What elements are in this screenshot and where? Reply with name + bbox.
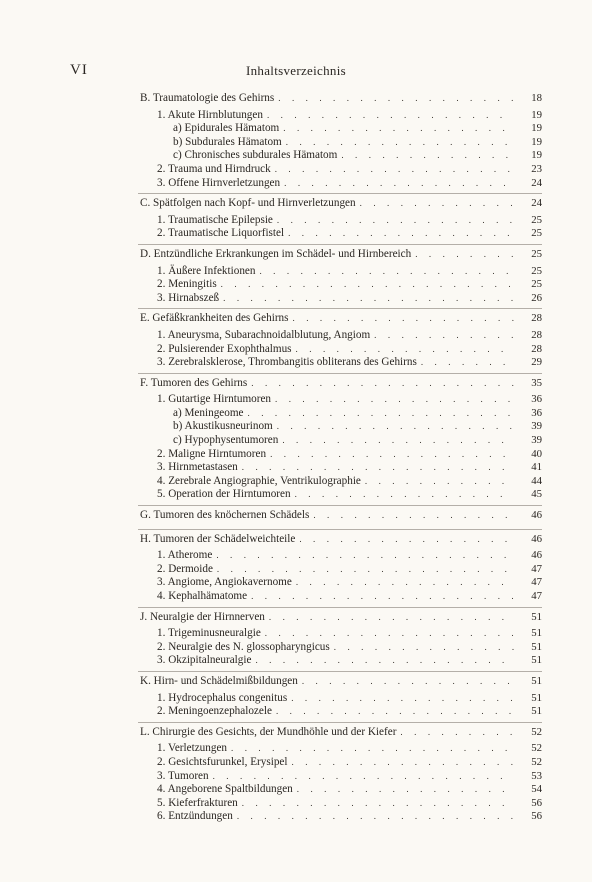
dot-leader bbox=[313, 509, 514, 523]
toc-subentry bbox=[157, 163, 542, 177]
toc-section bbox=[0, 197, 592, 241]
dot-leader bbox=[288, 227, 514, 241]
dot-leader bbox=[296, 576, 514, 590]
entry-page-number: 40 bbox=[531, 447, 542, 460]
entry-page-number: 35 bbox=[531, 376, 542, 389]
entry-title: 3. Offene Hirnverletzungen bbox=[157, 176, 281, 189]
section-divider bbox=[138, 308, 542, 309]
toc-subentry bbox=[157, 461, 542, 475]
dot-leader bbox=[276, 705, 514, 719]
entry-title: 3. Okzipitalneuralgie bbox=[157, 654, 252, 667]
entry-title: a) Epidurales Hämatom bbox=[173, 122, 280, 135]
dot-leader bbox=[242, 461, 514, 475]
dot-leader bbox=[221, 278, 514, 292]
toc-subentry bbox=[157, 549, 542, 563]
entry-page-number: 24 bbox=[531, 197, 542, 210]
toc-subentry bbox=[157, 641, 542, 655]
entry-page-number: 19 bbox=[531, 135, 542, 148]
entry-page-number: 25 bbox=[531, 213, 542, 226]
dot-leader bbox=[269, 611, 514, 625]
dot-leader bbox=[341, 149, 514, 163]
entry-title: C. Spätfolgen nach Kopf- und Hirnverletzungen bbox=[140, 197, 356, 210]
entry-page-number: 26 bbox=[531, 291, 542, 304]
entry-page-number: 36 bbox=[531, 406, 542, 419]
toc-subentry bbox=[157, 590, 542, 604]
entry-page-number: 19 bbox=[531, 149, 542, 162]
entry-page-number: 52 bbox=[531, 755, 542, 768]
section-divider bbox=[138, 193, 542, 194]
entry-title: 5. Kieferfrakturen bbox=[157, 796, 238, 809]
entry-title: D. Entzündliche Erkrankungen im Schädel- und Hirnbereich bbox=[140, 247, 412, 260]
dot-leader bbox=[278, 92, 514, 106]
toc-subentry bbox=[157, 810, 542, 824]
entry-page-number: 25 bbox=[531, 278, 542, 291]
entry-page-number: 41 bbox=[531, 461, 542, 474]
toc-subentry bbox=[157, 227, 542, 241]
toc-chapter bbox=[140, 726, 542, 740]
dot-leader bbox=[360, 197, 514, 211]
page-header bbox=[0, 62, 592, 82]
entry-page-number: 28 bbox=[531, 342, 542, 355]
page-title: Inhaltsverzeichnis bbox=[246, 63, 346, 78]
entry-title: 2. Meningitis bbox=[157, 278, 217, 291]
entry-page-number: 47 bbox=[531, 576, 542, 589]
entry-title: 1. Akute Hirnblutungen bbox=[157, 108, 263, 121]
entry-page-number: 18 bbox=[531, 92, 542, 104]
dot-leader bbox=[295, 488, 514, 502]
entry-title: 2. Neuralgie des N. glossopharyngicus bbox=[157, 640, 330, 653]
dot-leader bbox=[248, 407, 514, 421]
entry-page-number: 19 bbox=[531, 108, 542, 121]
entry-title: 2. Meningoenzephalozele bbox=[157, 705, 272, 718]
dot-leader bbox=[231, 742, 514, 756]
section-divider bbox=[138, 244, 542, 245]
entry-title: c) Hypophysentumoren bbox=[173, 434, 279, 447]
toc-subentry bbox=[157, 756, 542, 770]
toc-chapter bbox=[140, 675, 542, 689]
entry-title: 3. Hirnmetastasen bbox=[157, 461, 238, 474]
entry-title: 4. Zerebrale Angiographie, Ventrikulographie bbox=[157, 474, 361, 487]
entry-page-number: 39 bbox=[531, 434, 542, 447]
toc-chapter bbox=[140, 92, 542, 106]
toc-subentry bbox=[157, 627, 542, 641]
entry-page-number: 52 bbox=[531, 742, 542, 755]
toc-subentry bbox=[157, 448, 542, 462]
toc-chapter bbox=[140, 197, 542, 211]
dot-leader bbox=[286, 136, 514, 150]
entry-page-number: 47 bbox=[531, 562, 542, 575]
toc-subsubentry bbox=[173, 122, 542, 136]
section-divider bbox=[138, 529, 542, 530]
toc-chapter bbox=[140, 611, 542, 625]
entry-title: J. Neuralgie der Hirnnerven bbox=[140, 610, 265, 623]
toc-subentry bbox=[157, 475, 542, 489]
dot-leader bbox=[217, 563, 514, 577]
toc-subentry bbox=[157, 563, 542, 577]
entry-title: F. Tumoren des Gehirns bbox=[140, 376, 248, 389]
entry-title: 2. Gesichtsfurunkel, Erysipel bbox=[157, 755, 288, 768]
entry-page-number: 25 bbox=[531, 247, 542, 260]
toc-subentry bbox=[157, 576, 542, 590]
entry-page-number: 51 bbox=[531, 691, 542, 704]
dot-leader bbox=[259, 265, 514, 279]
dot-leader bbox=[251, 377, 514, 391]
toc-subentry bbox=[157, 705, 542, 719]
dot-leader bbox=[421, 356, 514, 370]
dot-leader bbox=[277, 420, 514, 434]
dot-leader bbox=[334, 641, 514, 655]
toc-section bbox=[0, 377, 592, 502]
toc-subentry bbox=[157, 742, 542, 756]
toc-subsubentry bbox=[173, 136, 542, 150]
dot-leader bbox=[270, 448, 514, 462]
entry-title: 2. Trauma und Hirndruck bbox=[157, 162, 271, 175]
dot-leader bbox=[216, 549, 514, 563]
toc-subentry bbox=[157, 393, 542, 407]
entry-page-number: 23 bbox=[531, 162, 542, 175]
entry-page-number: 44 bbox=[531, 474, 542, 487]
dot-leader bbox=[365, 475, 514, 489]
toc-section bbox=[0, 611, 592, 668]
dot-leader bbox=[296, 343, 514, 357]
toc-subsubentry bbox=[173, 407, 542, 421]
toc-subentry bbox=[157, 265, 542, 279]
section-divider bbox=[138, 671, 542, 672]
entry-title: 1. Aneurysma, Subarachnoidalblutung, Angiom bbox=[157, 328, 371, 341]
dot-leader bbox=[415, 248, 514, 262]
toc-subentry bbox=[157, 783, 542, 797]
toc-chapter bbox=[140, 509, 542, 523]
dot-leader bbox=[213, 770, 514, 784]
dot-leader bbox=[292, 756, 515, 770]
entry-title: 3. Zerebralsklerose, Thrombangitis obliterans des Gehirns bbox=[157, 356, 417, 369]
dot-leader bbox=[237, 810, 514, 824]
entry-page-number: 45 bbox=[531, 488, 542, 501]
entry-page-number: 51 bbox=[531, 654, 542, 667]
entry-page-number: 54 bbox=[531, 783, 542, 796]
entry-title: 2. Dermoide bbox=[157, 562, 213, 575]
entry-page-number: 47 bbox=[531, 590, 542, 602]
dot-leader bbox=[400, 726, 514, 740]
toc-section bbox=[0, 726, 592, 824]
toc-subsubentry bbox=[173, 149, 542, 163]
toc-chapter bbox=[140, 312, 542, 326]
dot-leader bbox=[265, 627, 514, 641]
toc-subsubentry bbox=[173, 420, 542, 434]
dot-leader bbox=[251, 590, 514, 604]
toc-subentry bbox=[157, 797, 542, 811]
entry-title: 4. Kephalhämatome bbox=[157, 590, 248, 602]
entry-title: 3. Hirnabszeß bbox=[157, 291, 220, 304]
toc-section bbox=[0, 92, 592, 190]
entry-title: 1. Gutartige Hirntumoren bbox=[157, 393, 272, 406]
entry-title: 4. Angeborene Spaltbildungen bbox=[157, 783, 293, 796]
entry-title: 1. Traumatische Epilepsie bbox=[157, 213, 273, 226]
entry-page-number: 56 bbox=[531, 810, 542, 823]
toc-subentry bbox=[157, 654, 542, 668]
toc-section bbox=[0, 509, 592, 526]
entry-page-number: 28 bbox=[531, 328, 542, 341]
toc-subsubentry bbox=[173, 434, 542, 448]
dot-leader bbox=[284, 177, 514, 191]
toc-subentry bbox=[157, 214, 542, 228]
entry-title: 6. Entzündungen bbox=[157, 810, 233, 823]
entry-title: 1. Hydrocephalus congenitus bbox=[157, 691, 288, 704]
dot-leader bbox=[242, 797, 514, 811]
toc-section bbox=[0, 248, 592, 305]
toc-section bbox=[0, 312, 592, 369]
entry-page-number: 25 bbox=[531, 264, 542, 277]
toc-chapter bbox=[140, 248, 542, 262]
entry-title: H. Tumoren der Schädelweichteile bbox=[140, 532, 296, 545]
toc-chapter bbox=[140, 533, 542, 547]
entry-page-number: 56 bbox=[531, 796, 542, 809]
entry-page-number: 52 bbox=[531, 725, 542, 738]
toc-chapter bbox=[140, 377, 542, 391]
entry-title: 1. Äußere Infektionen bbox=[157, 264, 256, 277]
toc-subentry bbox=[157, 692, 542, 706]
entry-page-number: 25 bbox=[531, 227, 542, 240]
entry-title: G. Tumoren des knöchernen Schädels bbox=[140, 509, 310, 522]
entry-title: 2. Pulsierender Exophthalmus bbox=[157, 342, 292, 355]
entry-page-number: 51 bbox=[531, 640, 542, 653]
entry-title: 1. Atherome bbox=[157, 549, 213, 562]
section-divider bbox=[138, 722, 542, 723]
entry-title: b) Akustikusneurinom bbox=[173, 420, 273, 433]
entry-title: K. Hirn- und Schädelmißbildungen bbox=[140, 674, 298, 687]
dot-leader bbox=[283, 122, 514, 136]
entry-page-number: 53 bbox=[531, 769, 542, 782]
dot-leader bbox=[277, 214, 514, 228]
dot-leader bbox=[223, 292, 514, 306]
entry-title: 1. Trigeminusneuralgie bbox=[157, 627, 261, 640]
dot-leader bbox=[267, 109, 514, 123]
dot-leader bbox=[299, 533, 514, 547]
entry-title: c) Chronisches subdurales Hämatom bbox=[173, 149, 338, 162]
toc-section bbox=[0, 675, 592, 719]
table-of-contents bbox=[0, 92, 592, 824]
entry-title: B. Traumatologie des Gehirns bbox=[140, 92, 275, 104]
entry-page-number: 19 bbox=[531, 122, 542, 135]
toc-subentry bbox=[157, 488, 542, 502]
dot-leader bbox=[255, 654, 514, 668]
entry-page-number: 46 bbox=[531, 549, 542, 562]
toc-subentry bbox=[157, 177, 542, 191]
entry-page-number: 51 bbox=[531, 610, 542, 623]
toc-subentry bbox=[157, 278, 542, 292]
entry-title: b) Subdurales Hämatom bbox=[173, 135, 282, 148]
dot-leader bbox=[291, 692, 514, 706]
entry-page-number: 29 bbox=[531, 356, 542, 369]
dot-leader bbox=[297, 783, 514, 797]
entry-title: 2. Maligne Hirntumoren bbox=[157, 447, 267, 460]
entry-page-number: 46 bbox=[531, 532, 542, 545]
entry-title: L. Chirurgie des Gesichts, der Mundhöhle und der Kiefer bbox=[140, 725, 397, 738]
dot-leader bbox=[293, 312, 515, 326]
toc-subentry bbox=[157, 109, 542, 123]
dot-leader bbox=[374, 329, 514, 343]
dot-leader bbox=[275, 393, 514, 407]
entry-page-number: 51 bbox=[531, 627, 542, 640]
entry-page-number: 36 bbox=[531, 393, 542, 406]
section-divider bbox=[138, 505, 542, 506]
toc-subentry bbox=[157, 292, 542, 306]
entry-title: 2. Traumatische Liquorfistel bbox=[157, 227, 285, 240]
toc-subentry bbox=[157, 356, 542, 370]
dot-leader bbox=[282, 434, 514, 448]
page-number: VI bbox=[70, 62, 88, 78]
entry-title: a) Meningeome bbox=[173, 406, 244, 419]
entry-title: 3. Tumoren bbox=[157, 769, 209, 782]
entry-page-number: 39 bbox=[531, 420, 542, 433]
entry-page-number: 51 bbox=[531, 674, 542, 687]
entry-title: E. Gefäßkrankheiten des Gehirns bbox=[140, 312, 289, 325]
entry-page-number: 24 bbox=[531, 176, 542, 189]
dot-leader bbox=[275, 163, 514, 177]
entry-page-number: 51 bbox=[531, 705, 542, 718]
entry-page-number: 28 bbox=[531, 312, 542, 325]
entry-title: 3. Angiome, Angiokavernome bbox=[157, 576, 292, 589]
entry-title: 5. Operation der Hirntumoren bbox=[157, 488, 291, 501]
toc-section bbox=[0, 533, 592, 604]
section-divider bbox=[138, 607, 542, 608]
entry-title: 1. Verletzungen bbox=[157, 742, 228, 755]
toc-subentry bbox=[157, 329, 542, 343]
toc-subentry bbox=[157, 343, 542, 357]
section-divider bbox=[138, 373, 542, 374]
entry-page-number: 46 bbox=[531, 509, 542, 522]
dot-leader bbox=[302, 675, 514, 689]
toc-subentry bbox=[157, 770, 542, 784]
